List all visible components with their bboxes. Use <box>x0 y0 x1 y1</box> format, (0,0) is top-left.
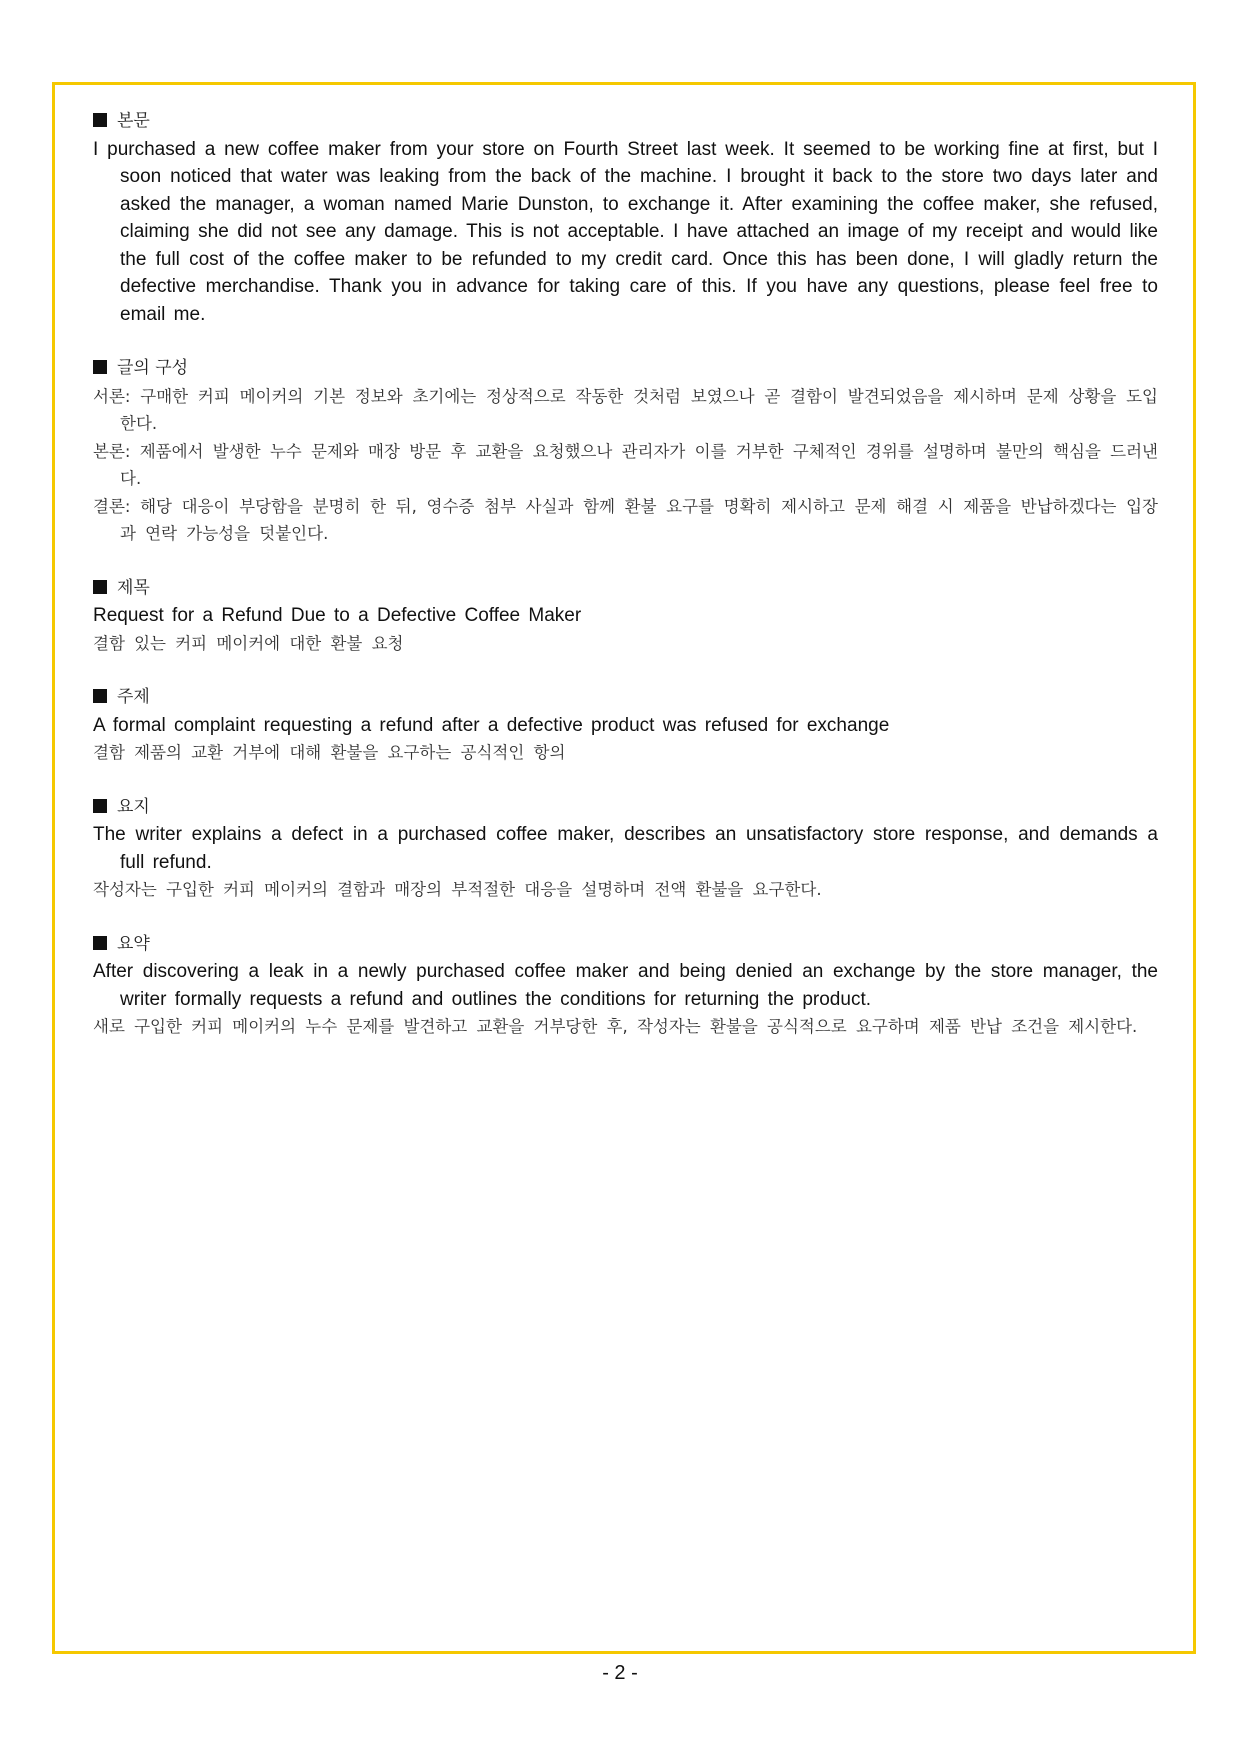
section-heading <box>93 575 1158 603</box>
section-summary <box>93 931 1158 1041</box>
topic-ko: 결함 제품의 교환 거부에 대해 환불을 요구하는 공식적인 항의 <box>93 743 566 762</box>
summary-ko: 새로 구입한 커피 메이커의 누수 문제를 발견하고 교환을 거부당한 후, 작성자는 환불을 공식적으로 요구하며 제품 반납 조건을 제시한다. <box>93 1017 1138 1036</box>
topic-en: A formal complaint requesting a refund after a defective product was refused for exchange <box>93 714 890 736</box>
document-content <box>93 108 1158 1068</box>
heading-text: 요지 <box>117 796 150 817</box>
page-number: - 2 - <box>602 1662 638 1684</box>
heading-text: 글의 구성 <box>117 358 189 378</box>
section-heading <box>93 355 1158 383</box>
square-bullet-icon <box>93 113 107 127</box>
heading-text: 요약 <box>117 933 150 954</box>
square-bullet-icon <box>93 689 107 703</box>
square-bullet-icon <box>93 799 107 813</box>
section-heading <box>93 108 1158 136</box>
summary-en: After discovering a leak in a newly purchased coffee maker and being denied an exchange by the store manager, the writer formally requests a refund and outlines the conditions for returning the product. <box>93 961 1158 1010</box>
structure-intro: 서론: 구매한 커피 메이커의 기본 정보와 초기에는 정상적으로 작동한 것처럼 보였으나 곧 결함이 발견되었음을 제시하며 문제 상황을 도입한다. <box>93 386 1158 433</box>
structure-main: 본론: 제품에서 발생한 누수 문제와 매장 방문 후 교환을 요청했으나 관리자가 이를 거부한 구체적인 경위를 설명하며 불만의 핵심을 드러낸다. <box>93 441 1158 488</box>
section-gist <box>93 794 1158 904</box>
section-structure <box>93 355 1158 548</box>
section-heading <box>93 684 1158 712</box>
section-heading <box>93 794 1158 822</box>
heading-text: 본문 <box>117 111 150 131</box>
structure-conclusion: 결론: 해당 대응이 부당함을 분명히 한 뒤, 영수증 첨부 사실과 함께 환불 요구를 명확히 제시하고 문제 해결 시 제품을 반납하겠다는 입장과 연락 가능성을 덧붙인다. <box>93 496 1158 543</box>
heading-text: 제목 <box>117 577 150 598</box>
square-bullet-icon <box>93 936 107 950</box>
square-bullet-icon <box>93 580 107 594</box>
gist-ko: 작성자는 구입한 커피 메이커의 결함과 매장의 부적절한 대응을 설명하며 전액 환불을 요구한다. <box>93 880 822 899</box>
section-heading <box>93 931 1158 959</box>
body-text: I purchased a new coffee maker from your store on Fourth Street last week. It seemed to be working fine at first, but I soon noticed that water was leaking from the back of the machine. I brought it back to the store two days later and asked the manager, a woman named Marie Dunston, to exchange it. After examining the coffee maker, she refused, claiming she did not see any damage. This is not acceptable. I have attached an image of my receipt and would like the full cost of the coffee maker to be refunded to my credit card. Once this has been done, I will gladly return the defective merchandise. Thank you in advance for taking care of this. If you have any questions, please feel free to email me. <box>93 138 1158 325</box>
section-body <box>93 108 1158 328</box>
title-en: Request for a Refund Due to a Defective Coffee Maker <box>93 605 582 626</box>
gist-en: The writer explains a defect in a purchased coffee maker, describes an unsatisfactory store response, and demands a full refund. <box>93 824 1158 873</box>
section-title <box>93 575 1158 658</box>
square-bullet-icon <box>93 360 107 374</box>
title-ko: 결함 있는 커피 메이커에 대한 환불 요청 <box>93 633 404 653</box>
heading-text: 주제 <box>117 687 150 707</box>
section-topic <box>93 684 1158 767</box>
